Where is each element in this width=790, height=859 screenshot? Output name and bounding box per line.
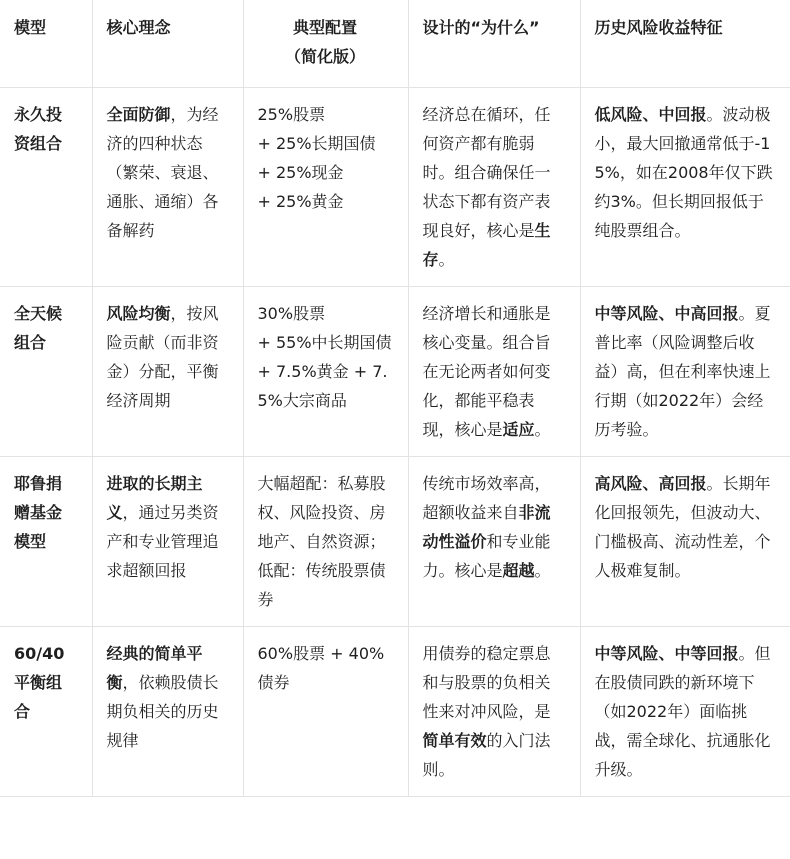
header-philosophy: 核心理念 [92,0,243,88]
header-why: 设计的“为什么” [408,0,580,88]
why-key: 生存 [422,221,551,269]
why-cell [408,627,580,797]
allocation-cell [243,457,408,627]
model-name: 60/40平衡组合 [0,627,92,797]
header-risk: 历史风险收益特征 [580,0,790,88]
philosophy-key: 风险均衡 [106,304,171,323]
why-text-end: 。 [438,250,455,269]
allocation-line: + 25%黄金 [257,192,344,211]
model-name: 耶鲁捐赠基金模型 [0,457,92,627]
philosophy-cell [92,627,243,797]
table-row [0,457,790,627]
model-name: 永久投资组合 [0,88,92,287]
header-row [0,0,790,88]
allocation-line: 60%股票 + 40%债券 [257,644,385,692]
risk-key: 中等风险、中高回报 [594,304,739,323]
allocation-line: + 55%中长期国债 [257,333,392,352]
risk-key: 中等风险、中等回报 [594,644,739,663]
why-cell [408,457,580,627]
risk-key: 低风险、中回报 [594,105,707,124]
risk-cell [580,88,790,287]
philosophy-text: ，通过另类资产和专业管理追求超额回报 [106,503,219,580]
why-text-end: 的入门法则。 [422,731,551,779]
table-row [0,627,790,797]
allocation-line: + 7.5%黄金 + 7.5%大宗商品 [257,362,388,410]
philosophy-text: ，按风险贡献（而非资金）分配，平衡经济周期 [106,304,219,410]
allocation-line: 30%股票 [257,304,326,323]
allocation-line: 大幅超配：私募股权、风险投资、房地产、自然资源； [257,474,386,551]
philosophy-cell [92,457,243,627]
risk-text: 。长期年化回报领先，但波动大、门槛极高、流动性差，个人极难复制。 [594,474,771,580]
why-cell [408,88,580,287]
table-row [0,287,790,457]
why-text-end: 。 [534,420,551,439]
philosophy-key: 进取的长期主义 [106,474,203,522]
why-text-end: 。 [534,561,551,580]
allocation-cell [243,627,408,797]
philosophy-text: ，依赖股债长期负相关的历史规律 [106,673,219,750]
risk-text: 。波动极小，最大回撤通常低于-15%，如在2008年仅下跌约3%。但长期回报低于纯股票组合。 [594,105,773,240]
allocation-line: 25%股票 [257,105,326,124]
allocation-line: + 25%长期国债 [257,134,376,153]
why-cell [408,287,580,457]
header-allocation-line2: （简化版） [284,47,365,66]
allocation-line: 低配：传统股票债券 [257,561,386,609]
philosophy-cell [92,287,243,457]
header-allocation-line1: 典型配置 [292,18,357,37]
header-allocation [243,0,408,88]
allocation-cell [243,88,408,287]
philosophy-key: 经典的简单平衡 [106,644,203,692]
risk-key: 高风险、高回报 [594,474,707,493]
why-text: 经济增长和通胀是核心变量。组合旨在无论两者如何变化，都能平稳表现，核心是 [422,304,551,439]
why-text-mid: 和专业能力。核心是 [422,532,551,580]
why-key-2: 超越 [502,561,535,580]
why-text: 经济总在循环，任何资产都有脆弱时。组合确保任一状态下都有资产表现良好，核心是 [422,105,551,240]
why-text: 用债券的稳定票息和与股票的负相关性来对冲风险，是 [422,644,551,721]
why-text: 传统市场效率高，超额收益来自 [422,474,551,522]
why-key: 非流动性溢价 [422,503,551,551]
table-body [0,88,790,797]
model-name: 全天候组合 [0,287,92,457]
philosophy-key: 全面防御 [106,105,171,124]
risk-cell [580,627,790,797]
table-header [0,0,790,88]
table-row [0,88,790,287]
why-key: 简单有效 [422,731,487,750]
risk-cell [580,287,790,457]
risk-text: 。但在股债同跌的新环境下（如2022年）面临挑战，需全球化、抗通胀化升级。 [594,644,771,779]
allocation-cell [243,287,408,457]
risk-text: 。夏普比率（风险调整后收益）高，但在利率快速上行期（如2022年）会经历考验。 [594,304,771,439]
allocation-line: + 25%现金 [257,163,344,182]
header-model: 模型 [0,0,92,88]
risk-cell [580,457,790,627]
why-key: 适应 [502,420,535,439]
philosophy-cell [92,88,243,287]
philosophy-text: ，为经济的四种状态（繁荣、衰退、通胀、通缩）各备解药 [106,105,219,240]
